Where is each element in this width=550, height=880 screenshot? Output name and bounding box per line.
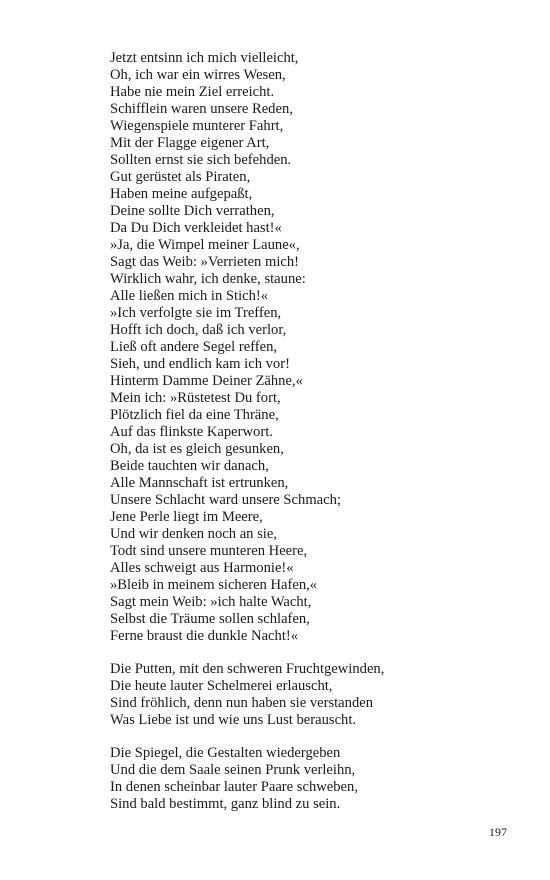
poem-line: Alle ließen mich in Stich!« (110, 288, 269, 304)
stanza (110, 745, 530, 813)
poem-text (110, 50, 530, 829)
poem-line: Die heute lauter Schelmerei erlauscht, (110, 678, 333, 694)
poem-line: Ließ oft andere Segel reffen, (110, 339, 278, 355)
poem-line: Alle Mannschaft ist ertrunken, (110, 475, 289, 491)
poem-line: Haben meine aufgepaßt, (110, 186, 253, 202)
poem-line: Mein ich: »Rüstetest Du fort, (110, 390, 281, 406)
poem-line: Sieh, und endlich kam ich vor! (110, 356, 290, 372)
poem-line: Sagt das Weib: »Verrieten mich! (110, 254, 300, 270)
poem-line: Sagt mein Weib: »ich halte Wacht, (110, 594, 312, 610)
page-number: 197 (489, 825, 507, 839)
poem-line: Hinterm Damme Deiner Zähne,« (110, 373, 303, 389)
poem-line: Was Liebe ist und wie uns Lust berauscht. (110, 712, 357, 728)
poem-line: In denen scheinbar lauter Paare schweben, (110, 779, 358, 795)
poem-line: Die Putten, mit den schweren Fruchtgewinden, (110, 661, 385, 677)
poem-line: Hofft ich doch, daß ich verlor, (110, 322, 287, 338)
poem-line: Todt sind unsere munteren Heere, (110, 543, 308, 559)
poem-line: Plötzlich fiel da eine Thräne, (110, 407, 279, 423)
poem-line: Selbst die Träume sollen schlafen, (110, 611, 310, 627)
poem-line: Oh, ich war ein wirres Wesen, (110, 67, 286, 83)
poem-line: Ferne braust die dunkle Nacht!« (110, 628, 299, 644)
poem-line: Alles schweigt aus Harmonie!« (110, 560, 294, 576)
poem-line: Sollten ernst sie sich befehden. (110, 152, 292, 168)
poem-line: Auf das flinkste Kaperwort. (110, 424, 273, 440)
poem-line: Wiegenspiele munterer Fahrt, (110, 118, 284, 134)
poem-line: »Ja, die Wimpel meiner Laune«, (110, 237, 300, 253)
poem-line: Wirklich wahr, ich denke, staune: (110, 271, 306, 287)
poem-line: Da Du Dich verkleidet hast!« (110, 220, 282, 236)
poem-line: Habe nie mein Ziel erreicht. (110, 84, 275, 100)
poem-line: Oh, da ist es gleich gesunken, (110, 441, 284, 457)
poem-line: Unsere Schlacht ward unsere Schmach; (110, 492, 341, 508)
poem-line: Sind fröhlich, denn nun haben sie verstanden (110, 695, 374, 711)
poem-line: Mit der Flagge eigener Art, (110, 135, 270, 151)
stanza (110, 661, 530, 729)
poem-line: Jene Perle liegt im Meere, (110, 509, 263, 525)
poem-line: Die Spiegel, die Gestalten wiedergeben (110, 745, 341, 761)
poem-line: »Bleib in meinem sicheren Hafen,« (110, 577, 318, 593)
poem-line: Schifflein waren unsere Reden, (110, 101, 293, 117)
poem-line: Deine sollte Dich verrathen, (110, 203, 275, 219)
poem-line: Beide tauchten wir danach, (110, 458, 269, 474)
poem-line: Und die dem Saale seinen Prunk verleihn, (110, 762, 356, 778)
poem-line: Und wir denken noch an sie, (110, 526, 277, 542)
poem-line: »Ich verfolgte sie im Treffen, (110, 305, 282, 321)
poem-line: Gut gerüstet als Piraten, (110, 169, 251, 185)
poem-line: Jetzt entsinn ich mich vielleicht, (110, 50, 299, 66)
stanza (110, 50, 530, 645)
poem-line: Sind bald bestimmt, ganz blind zu sein. (110, 796, 341, 812)
